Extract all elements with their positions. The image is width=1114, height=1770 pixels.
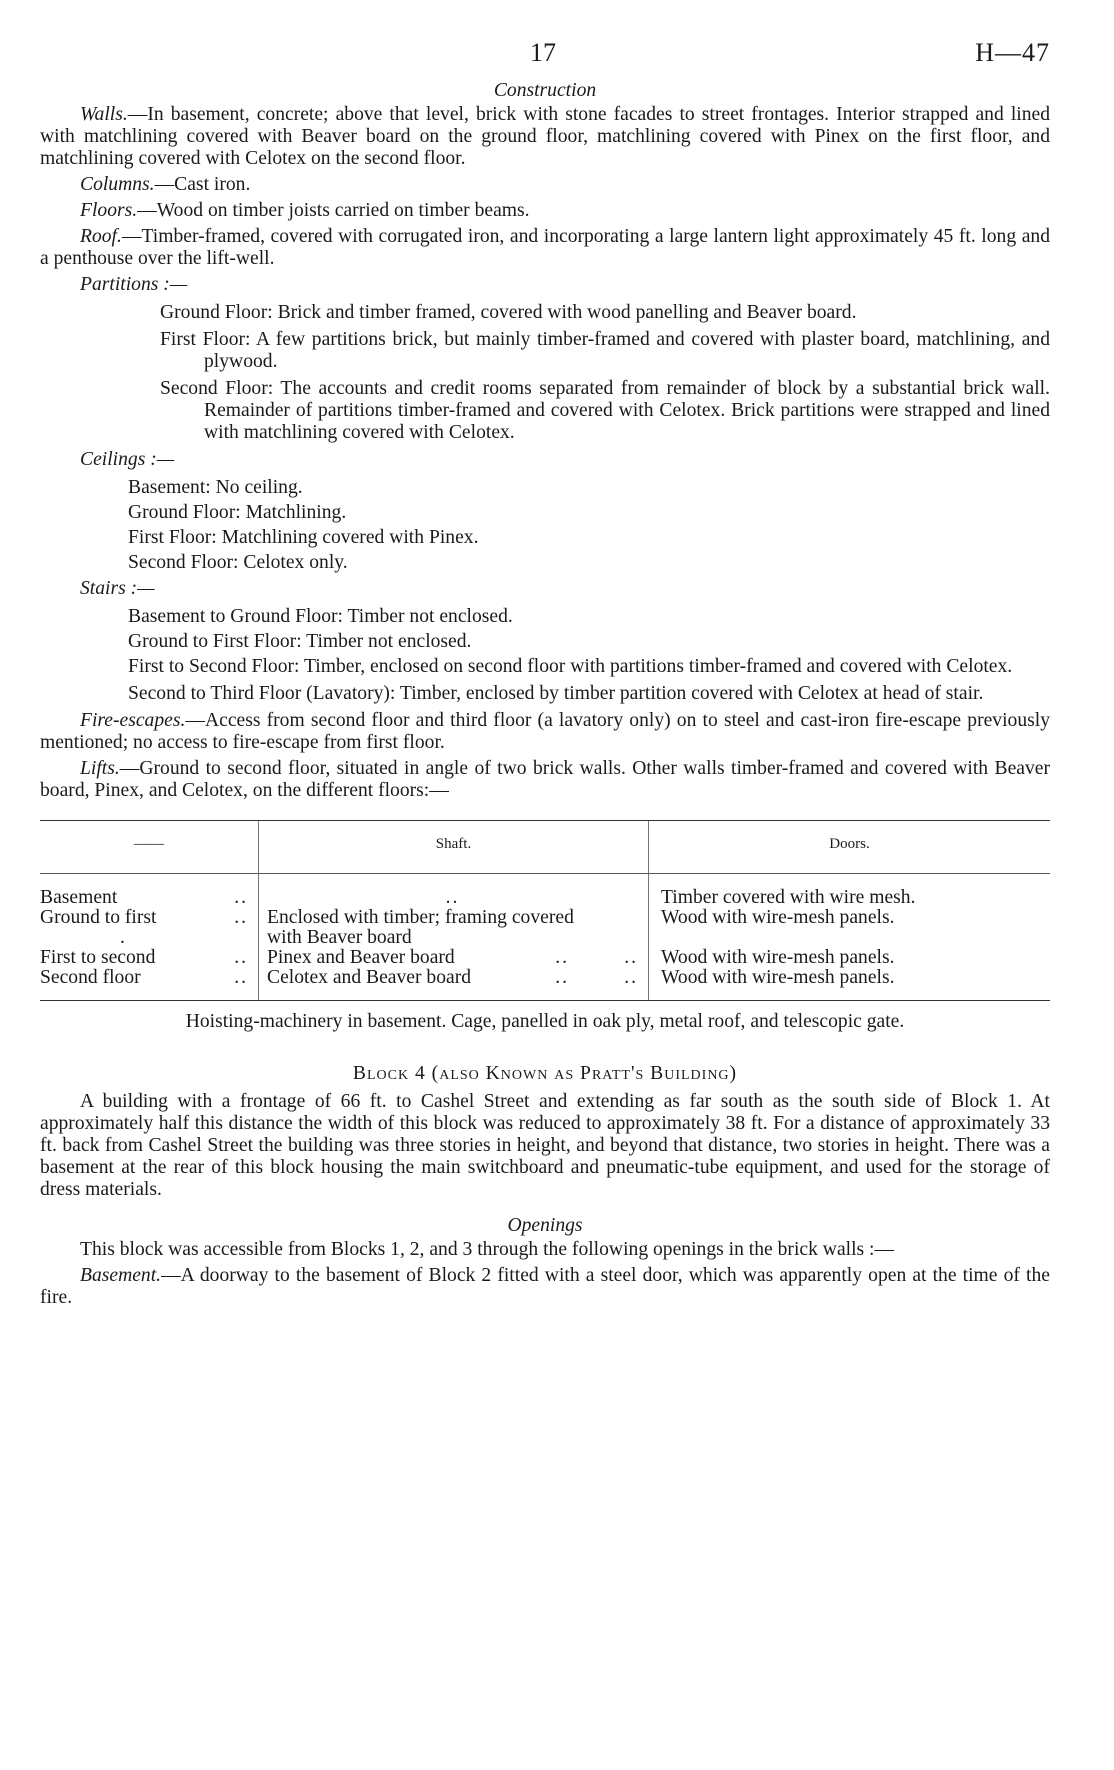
row-doors: Wood with wire-mesh panels.	[661, 967, 895, 988]
table-col-shaft	[258, 874, 648, 1000]
openings-intro: This block was accessible from Blocks 1, 2, and 3 through the following openings in the brick walls :—	[80, 1239, 895, 1260]
stair-item: Ground to First Floor: Timber not enclosed.	[128, 631, 472, 652]
columns-text: —Cast iron.	[154, 174, 251, 195]
row-doors: Timber covered with wire mesh.	[661, 887, 916, 908]
row-floor: Second floor	[40, 967, 141, 988]
table-col-floor	[40, 874, 258, 1000]
ceiling-item: First Floor: Matchlining covered with Pinex.	[128, 527, 479, 548]
walls-paragraph	[40, 104, 1050, 170]
floors-paragraph	[40, 200, 1050, 222]
row-leader: ..	[234, 887, 248, 908]
table-bottom-rule	[40, 1000, 1050, 1001]
lifts-paragraph	[40, 758, 1050, 802]
document-page	[40, 36, 1050, 1313]
row-shaft: Celotex and Beaver board .. ..	[267, 967, 638, 988]
table-header-floor: ——	[134, 836, 164, 852]
row-floor: Basement	[40, 887, 118, 908]
row-leader: .. ..	[555, 967, 638, 988]
row-floor: First to second	[40, 947, 156, 968]
partition-item: Second Floor: The accounts and credit rooms separated from remainder of block by a substantial brick wall. Remainder of partitions timber-framed and covered with Celotex. Brick partitions were strapped and lined with matchlining covered with Celotex.	[160, 378, 1050, 443]
openings-title: Openings	[507, 1215, 583, 1236]
basement-lead: Basement.	[80, 1265, 162, 1286]
floors-lead: Floors.	[80, 200, 138, 221]
roof-lead: Roof.	[80, 226, 122, 247]
row-leader: ..	[234, 967, 248, 988]
lifts-text: —Ground to second floor, situated in angle of two brick walls. Other walls timber-framed and covered with Beaver board, Pinex, and Celotex, on the different floors:—	[40, 758, 1050, 801]
block4-title: Block 4 (also Known as Pratt's Building)	[352, 1063, 738, 1084]
roof-text: —Timber-framed, covered with corrugated iron, and incorporating a large lantern light approximately 45 ft. long and a penthouse over the lift-well.	[40, 226, 1050, 269]
table-row	[40, 908, 258, 928]
table-row-stray	[40, 928, 258, 948]
lifts-table-body	[40, 874, 1050, 1000]
columns-lead: Columns.	[80, 174, 155, 195]
table-header-shaft: Shaft.	[258, 821, 648, 873]
ceiling-item: Second Floor: Celotex only.	[128, 552, 348, 573]
document-id: H—47	[975, 38, 1050, 67]
lifts-table-header	[40, 821, 1050, 873]
row-doors: Wood with wire-mesh panels.	[661, 907, 895, 928]
fire-escapes-text: —Access from second floor and third floor (a lavatory only) on to steel and cast-iron fire-escape previously mentioned; no access to fire-escape from first floor.	[40, 710, 1050, 753]
roof-paragraph	[40, 226, 1050, 270]
row-leader: .. ..	[555, 947, 638, 968]
columns-paragraph	[40, 174, 1050, 196]
section-title-construction: Construction	[493, 80, 597, 101]
ceiling-item: Basement: No ceiling.	[128, 477, 303, 498]
ceilings-heading: Ceilings :—	[80, 449, 175, 470]
partition-item: Ground Floor: Brick and timber framed, covered with wood panelling and Beaver board.	[160, 302, 857, 323]
row-doors-spacer	[649, 928, 1050, 948]
page-header	[40, 36, 1050, 80]
walls-lead: Walls.	[80, 104, 128, 125]
page-number: 17	[530, 38, 556, 67]
row-shaft: Pinex and Beaver board .. ..	[267, 947, 638, 968]
row-shaft: Enclosed with timber; framing covered	[267, 907, 574, 928]
stairs-list	[40, 606, 1050, 705]
basement-text: —A doorway to the basement of Block 2 fitted with a steel door, which was apparently open at the time of the fire.	[40, 1265, 1050, 1308]
table-col-doors	[648, 874, 1050, 1000]
floors-text: —Wood on timber joists carried on timber beams.	[137, 200, 530, 221]
row-shaft-continued: with Beaver board	[267, 927, 412, 948]
hoisting-note: Hoisting-machinery in basement. Cage, panelled in oak ply, metal roof, and telescopic gate.	[185, 1011, 905, 1032]
row-leader: ..	[234, 907, 248, 928]
basement-paragraph	[40, 1265, 1050, 1309]
table-row	[40, 968, 258, 988]
row-shaft: ..	[445, 887, 460, 908]
ceilings-list	[40, 477, 1050, 574]
table-row	[40, 888, 258, 908]
partitions-list	[40, 302, 1050, 444]
block4-paragraph: A building with a frontage of 66 ft. to Cashel Street and extending as far south as the south side of Block 1. At approximately half this distance the width of this block was reduced to approximately 38 ft. For a distance of approximately 33 ft. back from Cashel Street the building was three stories in height, and beyond that distance, two stories in height. There was a basement at the rear of this block housing the main switchboard and pneumatic-tube equipment, and used for the storage of dress materials.	[40, 1091, 1050, 1200]
table-row	[40, 948, 258, 968]
partitions-heading: Partitions :—	[80, 274, 188, 295]
fire-escapes-paragraph	[40, 710, 1050, 754]
row-leader: ..	[234, 947, 248, 968]
partition-item: First Floor: A few partitions brick, but mainly timber-framed and covered with plaster board, matchlining, and plywood.	[160, 329, 1050, 372]
row-doors: Wood with wire-mesh panels.	[661, 947, 895, 968]
stair-item: Basement to Ground Floor: Timber not enclosed.	[128, 606, 513, 627]
lifts-table	[40, 820, 1050, 1001]
lifts-lead: Lifts.	[80, 758, 120, 779]
ceiling-item: Ground Floor: Matchlining.	[128, 502, 347, 523]
table-header-doors: Doors.	[648, 821, 1050, 873]
walls-text: —In basement, concrete; above that level, brick with stone facades to street frontages. Interior strapped and lined with matchlining covered with Beaver board on the ground floor, matchlining covered with Pinex on the first floor, and matchlining covered with Celotex on the second floor.	[40, 104, 1050, 169]
stair-item: First to Second Floor: Timber, enclosed on second floor with partitions timber-framed and covered with Celotex.	[128, 656, 1013, 677]
stairs-heading: Stairs :—	[80, 578, 155, 599]
stray-mark: .	[120, 927, 125, 948]
fire-escapes-lead: Fire-escapes.	[80, 710, 186, 731]
stair-item: Second to Third Floor (Lavatory): Timber, enclosed by timber partition covered with Celotex at head of stair.	[128, 683, 984, 704]
row-floor: Ground to first	[40, 907, 157, 928]
